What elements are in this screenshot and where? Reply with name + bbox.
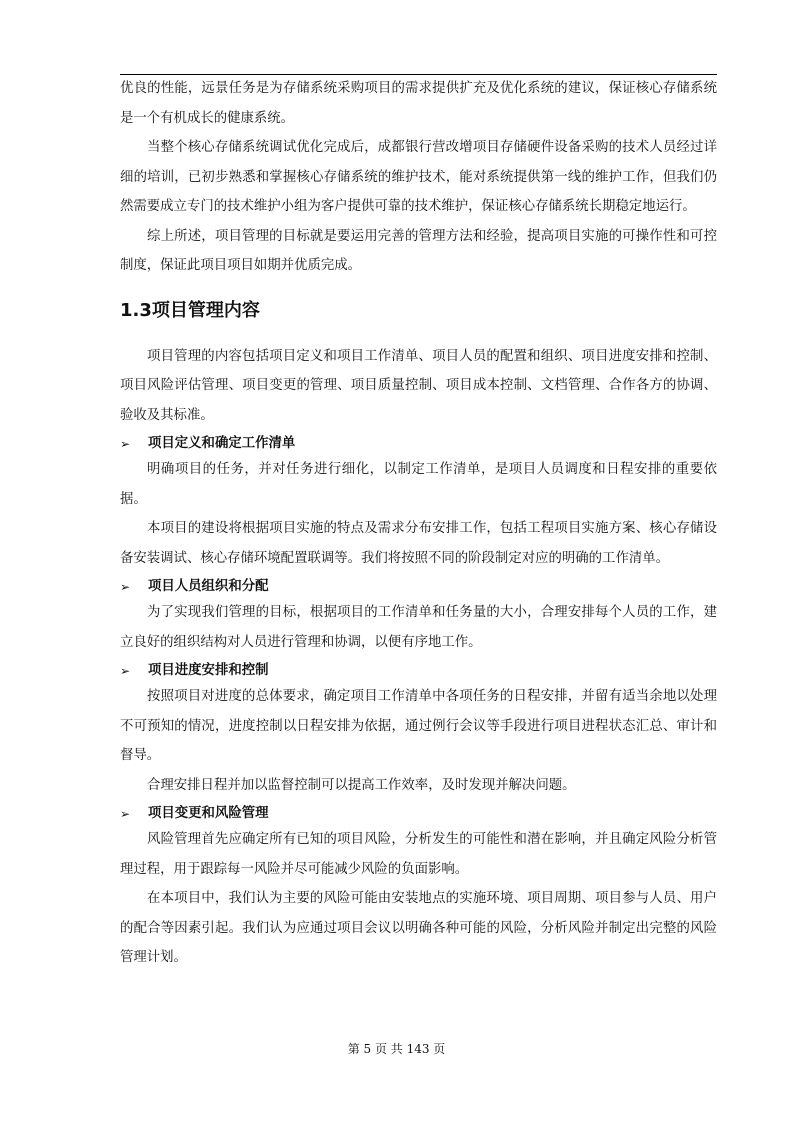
body-paragraph: 在本项目中，我们认为主要的风险可能由安装地点的实施环境、项目周期、项目参与人员、用户的配合等因素引起。我们认为应通过项目会议以明确各种可能的风险，分析风险并制定出完整的风险管理计划。	[120, 891, 717, 965]
arrow-bullet-icon: ➢	[120, 664, 131, 678]
bullet-item	[120, 658, 717, 684]
intro-paragraph-1: 优良的性能，远景任务是为存储系统采购项目的需求提供扩充及优化系统的建议，保证核心存储系统是一个有机成长的健康系统。	[120, 81, 717, 126]
page-body	[120, 74, 717, 973]
arrow-bullet-icon: ➢	[120, 580, 131, 594]
body-paragraph: 合理安排日程并加以监督控制可以提高工作效率，及时发现并解决问题。	[147, 777, 576, 793]
bullet-title: 项目变更和风险管理	[148, 806, 269, 821]
body-paragraph: 风险管理首先应确定所有已知的项目风险，分析发生的可能性和潜在影响，并且确定风险分析管理过程，用于跟踪每一风险并尽可能减少风险的负面影响。	[120, 832, 717, 877]
arrow-bullet-icon: ➢	[120, 437, 131, 451]
bullet-item	[120, 574, 717, 600]
bullet-title: 项目进度安排和控制	[148, 663, 269, 678]
bullet-title: 项目定义和确定工作清单	[148, 436, 296, 451]
page-footer: 第 5 页 共 143 页	[347, 1042, 446, 1056]
body-paragraph: 明确项目的任务，并对任务进行细化，以制定工作清单，是项目人员调度和日程安排的重要依据。	[120, 462, 717, 507]
bullet-item	[120, 431, 717, 457]
body-paragraph: 为了实现我们管理的目标，根据项目的工作清单和任务量的大小，合理安排每个人员的工作，建立良好的组织结构对人员进行管理和协调，以便有序地工作。	[120, 605, 717, 650]
bullet-item	[120, 801, 717, 827]
body-paragraph: 按照项目对进度的总体要求，确定项目工作清单中各项任务的日程安排，并留有适当余地以处理不可预知的情况，进度控制以日程安排为依据，通过例行会议等手段进行项目进程状态汇总、审计和督导。	[120, 689, 717, 763]
intro-paragraph-2: 当整个核心存储系统调试优化完成后，成都银行营改增项目存储硬件设备采购的技术人员经过详细的培训，已初步熟悉和掌握核心存储系统的维护技术，能对系统提供第一线的维护工作，但我们仍然需要成立专门的技术维护小组为客户提供可靠的技术维护，保证核心存储系统长期稳定地运行。	[120, 140, 717, 214]
section-heading: 1.3项目管理内容	[120, 299, 260, 321]
arrow-bullet-icon: ➢	[120, 807, 131, 821]
intro-paragraph-3: 综上所述，项目管理的目标就是要运用完善的管理方法和经验，提高项目实施的可操作性和可控制度，保证此项目项目如期并优质完成。	[120, 228, 717, 273]
body-paragraph: 本项目的建设将根据项目实施的特点及需求分布安排工作，包括工程项目实施方案、核心存储设备安装调试、核心存储环境配置联调等。我们将按照不同的阶段制定对应的明确的工作清单。	[120, 521, 717, 566]
section-intro: 项目管理的内容包括项目定义和项目工作清单、项目人员的配置和组织、项目进度安排和控制、项目风险评估管理、项目变更的管理、项目质量控制、项目成本控制、文档管理、合作各方的协调、验收及其标准。	[120, 348, 717, 423]
bullet-title: 项目人员组织和分配	[148, 579, 269, 594]
